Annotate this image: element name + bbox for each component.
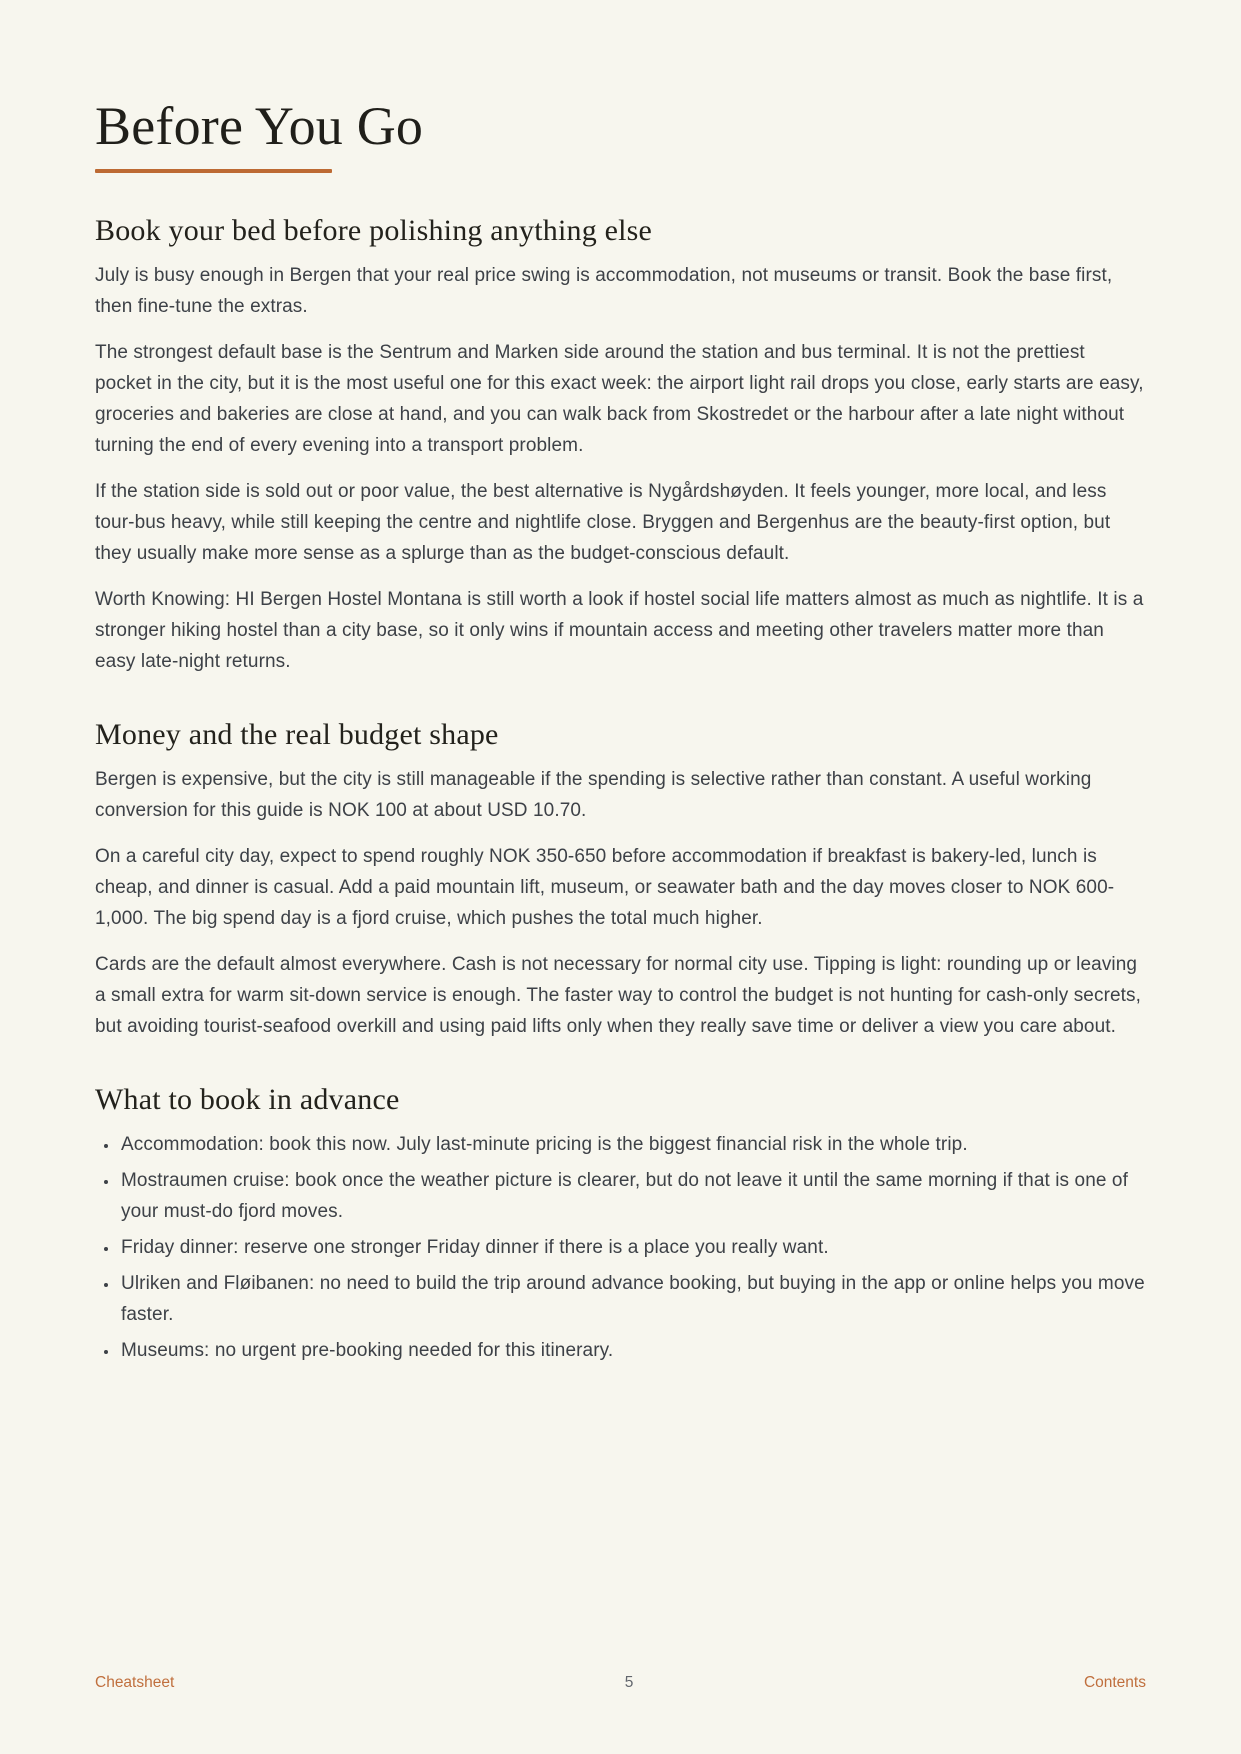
paragraph: Bergen is expensive, but the city is still manageable if the spending is selective rather than constant. A useful working conversion for this guide is NOK 100 at about USD 10.70.	[95, 769, 1092, 822]
list-item: • Friday dinner: reserve one stronger Friday dinner if there is a place you really want.	[119, 1232, 1146, 1263]
section-heading-accommodation: Book your bed before polishing anything else	[95, 214, 653, 248]
page-title: Before You Go	[95, 96, 424, 156]
section-money	[95, 715, 1146, 1042]
list-item: • Accommodation: book this now. July last-minute pricing is the biggest financial risk in the whole trip.	[119, 1129, 1146, 1160]
title-underline-rule	[95, 169, 332, 173]
page-number: 5	[624, 1674, 634, 1691]
advance-booking-list	[95, 1129, 1146, 1366]
section-accommodation	[95, 211, 1146, 677]
paragraph: Worth Knowing: HI Bergen Hostel Montana is still worth a look if hostel social life matters almost as much as nightlife. It is a stronger hiking hostel than a city base, so it only wins if mountain access and meeting other travelers matter more than easy late-night returns.	[95, 589, 1144, 673]
paragraph: The strongest default base is the Sentrum and Marken side around the station and bus terminal. It is not the prettiest pocket in the city, but it is the most useful one for this exact week: the airport light rail drops you close, early starts are easy, groceries and bakeries are close at hand, and you can walk back from Skostredet or the harbour after a late night without turning the end of every evening into a transport problem.	[95, 342, 1144, 457]
paragraph: Cards are the default almost everywhere. Cash is not necessary for normal city use. Tipping is light: rounding up or leaving a small extra for warm sit-down service is enough. The faster way to control the budget is not hunting for cash-only secrets, but avoiding tourist-seafood overkill and using paid lifts only when they really save time or deliver a view you care about.	[95, 954, 1142, 1038]
list-item: • Museums: no urgent pre-booking needed for this itinerary.	[119, 1335, 1146, 1366]
list-item: • Mostraumen cruise: book once the weather picture is clearer, but do not leave it until the same morning if that is one of your must-do fjord moves.	[119, 1165, 1146, 1227]
cheatsheet-link[interactable]: Cheatsheet	[95, 1674, 175, 1691]
section-book-in-advance	[95, 1080, 1146, 1366]
section-heading-money: Money and the real budget shape	[95, 718, 499, 752]
contents-link[interactable]: Contents	[1083, 1674, 1146, 1691]
list-item: • Ulriken and Fløibanen: no need to build the trip around advance booking, but buying in the app or online helps you move faster.	[119, 1268, 1146, 1330]
paragraph: On a careful city day, expect to spend roughly NOK 350-650 before accommodation if breakfast is bakery-led, lunch is cheap, and dinner is casual. Add a paid mountain lift, museum, or seawater bath and the day moves closer to NOK 600-1,000. The big spend day is a fjord cruise, which pushes the total much higher.	[95, 846, 1115, 930]
paragraph: If the station side is sold out or poor value, the best alternative is Nygårdshøyden. It feels younger, more local, and less tour-bus heavy, while still keeping the centre and nightlife close. Bryggen and Bergenhus are the beauty-first option, but they usually make more sense as a splurge than as the budget-conscious default.	[95, 481, 1111, 565]
page-footer	[95, 1674, 1146, 1692]
paragraph: July is busy enough in Bergen that your real price swing is accommodation, not museums or transit. Book the base first, then fine-tune the extras.	[95, 265, 1113, 318]
section-heading-book-in-advance: What to book in advance	[95, 1083, 400, 1117]
